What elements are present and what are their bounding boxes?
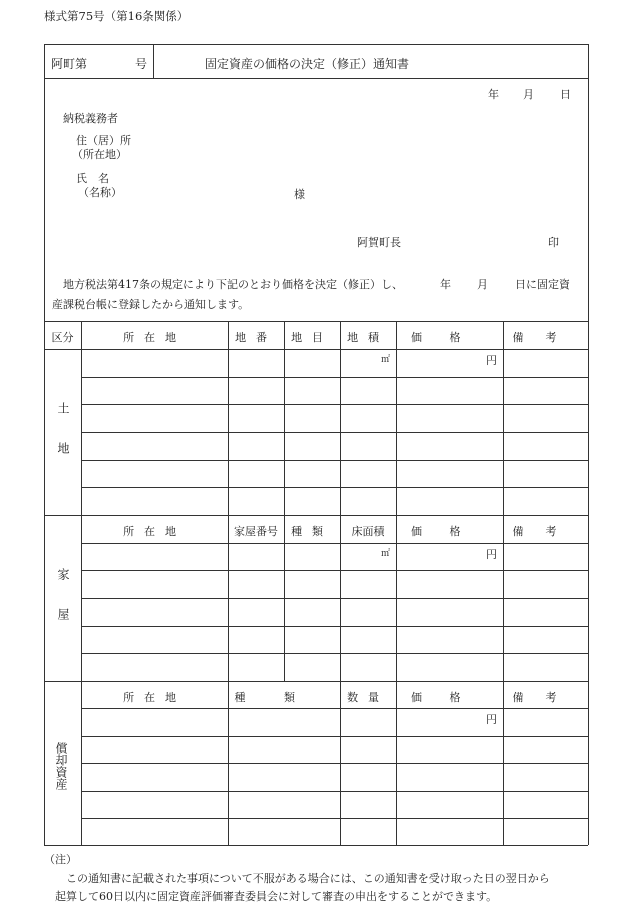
- depreciable-row-line: [81, 763, 588, 764]
- document-title: 固定資産の価格の決定（修正）通知書: [205, 57, 410, 71]
- notice-body-line1-end: 日に固定資: [515, 278, 570, 291]
- depreciable-col-price: 価格: [411, 691, 488, 704]
- depreciable-col-quantity: 数量: [347, 691, 389, 704]
- taxpayer-name-alt-label: （名称）: [78, 186, 122, 199]
- land-col-price: 価格: [411, 331, 488, 344]
- notice-body-year: 年: [440, 278, 451, 291]
- reference-prefix: 阿町第: [51, 57, 88, 71]
- land-row-line: [81, 404, 588, 405]
- house-col-floor-area: 床面積: [351, 525, 385, 538]
- depreciable-col-type: 種類: [234, 691, 334, 704]
- date-year: 年: [488, 88, 499, 101]
- house-col-price: 価格: [411, 525, 488, 538]
- category-column-line: [340, 321, 341, 845]
- division-column-line: [81, 321, 82, 845]
- land-price-unit: 円: [486, 354, 497, 367]
- note-label: （注）: [44, 853, 77, 866]
- seal-mark: 印: [548, 236, 559, 249]
- land-row-line: [81, 460, 588, 461]
- issuer-title: 阿賀町長: [357, 236, 401, 249]
- house-section-top-line: [44, 515, 588, 516]
- house-row-line: [81, 598, 588, 599]
- land-area-unit: ㎡: [381, 355, 391, 365]
- depreciable-col-location: 所在地: [123, 691, 186, 704]
- depreciable-col-remarks: 備考: [512, 691, 579, 704]
- depreciable-section-top-line: [44, 681, 588, 682]
- land-col-location: 所在地: [123, 331, 186, 344]
- land-row-line: [81, 432, 588, 433]
- land-row-line: [81, 487, 588, 488]
- depreciable-division-label: 償却資産: [54, 742, 68, 790]
- depreciable-row-line: [81, 818, 588, 819]
- form-number: 様式第75号（第16条関係）: [44, 9, 189, 23]
- frame-bottom: [44, 845, 588, 846]
- taxpayer-address-alt-label: （所在地）: [72, 148, 127, 161]
- depreciable-row-line: [81, 791, 588, 792]
- land-division-label: 土地: [56, 402, 70, 482]
- location-column-line: [228, 321, 229, 845]
- land-header-bottom-line: [44, 349, 588, 350]
- taxpayer-name-label: 氏 名: [76, 172, 109, 185]
- house-row-line: [81, 653, 588, 654]
- table-top-line: [44, 321, 588, 322]
- house-header-bottom-line: [81, 543, 588, 544]
- depreciable-price-unit: 円: [486, 713, 497, 726]
- notice-body-month: 月: [477, 278, 488, 291]
- depreciable-row-line: [81, 736, 588, 737]
- frame-right: [588, 44, 589, 845]
- notice-body-line1: 地方税法第417条の規定により下記のとおり価格を決定（修正）し、: [63, 278, 403, 291]
- date-day: 日: [560, 88, 571, 101]
- house-row-line: [81, 570, 588, 571]
- land-col-land-category: 地目: [291, 331, 333, 344]
- house-row-line: [81, 626, 588, 627]
- lot-number-column-line: [284, 321, 285, 681]
- notice-body-line2: 産課税台帳に登録したから通知します。: [52, 298, 250, 311]
- land-col-remarks: 備考: [512, 331, 579, 344]
- frame-left: [44, 44, 45, 845]
- taxpayer-label: 納税義務者: [63, 112, 118, 125]
- header-row-divider: [44, 78, 588, 79]
- house-division-label: 家屋: [56, 568, 70, 648]
- house-col-remarks: 備考: [512, 525, 579, 538]
- house-area-unit: ㎡: [381, 549, 391, 559]
- land-col-area: 地積: [347, 331, 389, 344]
- note-line1: この通知書に記載された事項について不服がある場合には、この通知書を受け取った日の翌日から: [66, 872, 550, 885]
- house-price-unit: 円: [486, 548, 497, 561]
- land-col-lot-number: 地番: [235, 331, 277, 344]
- depreciable-header-bottom-line: [81, 708, 588, 709]
- reference-suffix: 号: [135, 57, 148, 71]
- price-column-line: [503, 321, 504, 845]
- division-header: 区分: [51, 331, 74, 344]
- area-column-line: [396, 321, 397, 845]
- house-col-location: 所在地: [123, 525, 186, 538]
- honorific: 様: [294, 188, 305, 201]
- house-col-house-number: 家屋番号: [234, 525, 278, 538]
- frame-top: [44, 44, 588, 45]
- house-col-type: 種類: [291, 525, 333, 538]
- taxpayer-address-label: 住（居）所: [76, 134, 131, 147]
- date-month: 月: [523, 88, 534, 101]
- land-row-line: [81, 377, 588, 378]
- header-col-divider: [153, 44, 154, 78]
- note-line2: 起算して60日以内に固定資産評価審査委員会に対して審査の申出をすることができます。: [55, 890, 498, 903]
